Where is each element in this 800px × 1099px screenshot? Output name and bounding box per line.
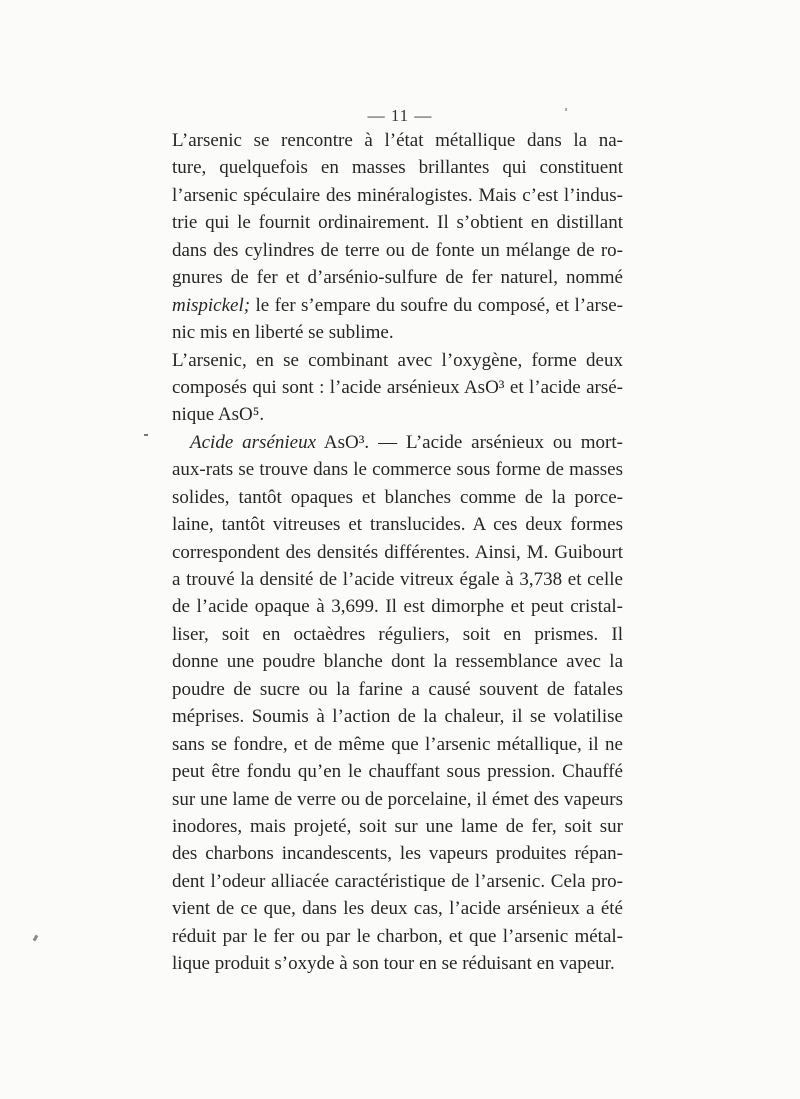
text-line: correspondent des densités différentes. Ainsi, M. Guibourt [172,541,623,563]
margin-mark [33,935,39,942]
text-line: composés qui sont : l’acide arsénieux AsO³ et l’acide arsé- [172,376,623,398]
text-span: AsO³. — L’acide arsénieux ou mort- [316,431,623,453]
italic-term: mispickel; [172,294,251,316]
text-line: vient de ce que, dans les deux cas, l’acide arsénieux a été [172,898,623,920]
ink-speck [565,108,567,111]
text-line: sans se fondre, et de même que l’arsenic métallique, il ne [172,733,623,755]
page-number: — 11 — [367,106,433,125]
text-line: trie qui le fournit ordinairement. Il s’obtient en distillant [172,212,623,234]
text-line: a trouvé la densité de l’acide vitreux égale à 3,738 et celle [172,569,623,590]
text-line: des charbons incandescents, les vapeurs produites répan- [172,843,623,865]
text-line: lique produit s’oxyde à son tour en se réduisant en vapeur. [172,953,615,975]
text-line: donne une poudre blanche dont la ressemblance avec la [172,651,623,673]
text-line: sur une lame de verre ou de porcelaine, il émet des vapeurs [172,788,623,810]
text-line: nique AsO⁵. [172,404,265,426]
text-line: liser, soit en octaèdres réguliers, soit en prismes. Il [172,623,623,645]
text-line: L’arsenic, en se combinant avec l’oxygène, forme deux [172,349,623,371]
text-line: nic mis en liberté se sublime. [172,322,394,344]
text-line: dent l’odeur alliacée caractéristique de l’arsenic. Cela pro- [172,870,623,892]
text-span: le fer s’empare du soufre du composé, et l’arse- [250,294,623,316]
body-text [172,127,623,978]
text-line: l’arsenic spéculaire des minéralogistes. Mais c’est l’indus- [172,184,623,206]
text-line: laine, tantôt vitreuses et translucides. A ces deux formes [172,514,623,536]
text-line: gnures de fer et d’arsénio-sulfure de fer naturel, nommé [172,267,623,289]
section-heading: Acide arsénieux [190,431,317,453]
text-line [172,429,623,456]
text-line: L’arsenic se rencontre à l’état métallique dans la na- [172,130,623,151]
margin-mark [144,434,148,436]
text-line [172,292,623,319]
text-line: réduit par le fer ou par le charbon, et que l’arsenic métal- [172,925,623,947]
text-line: de l’acide opaque à 3,699. Il est dimorphe et peut cristal- [172,596,623,618]
text-line: peut être fondu qu’en le chauffant sous pression. Chauffé [172,761,623,783]
text-line: solides, tantôt opaques et blanches comme de la porce- [172,486,623,508]
text-line: ture, quelquefois en masses brillantes qui constituent [172,157,623,179]
text-line: dans des cylindres de terre ou de fonte un mélange de ro- [172,239,623,261]
text-line: inodores, mais projeté, soit sur une lame de fer, soit sur [172,815,623,837]
text-line: aux-rats se trouve dans le commerce sous forme de masses [172,459,623,481]
text-line: poudre de sucre ou la farine a causé souvent de fatales [172,678,623,700]
text-line: méprises. Soumis à l’action de la chaleur, il se volatilise [172,706,623,728]
